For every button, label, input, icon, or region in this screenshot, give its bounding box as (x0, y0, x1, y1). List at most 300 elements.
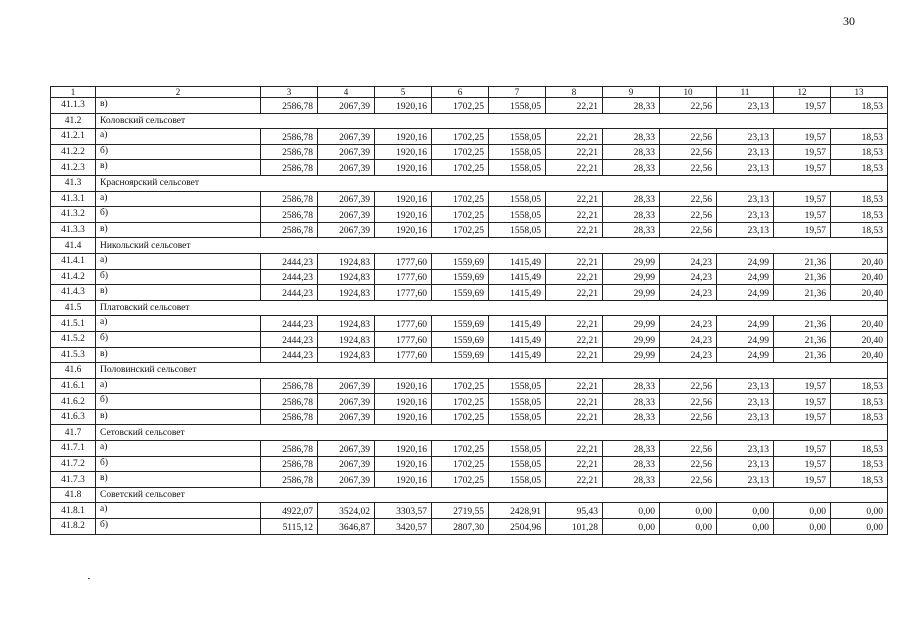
table-row (51, 503, 888, 519)
value-cell: 2586,78 (261, 394, 318, 410)
value-cell: 22,21 (546, 441, 603, 457)
value-cell: 22,21 (546, 222, 603, 238)
value-cell: 29,99 (603, 269, 660, 285)
value-cell: 24,99 (717, 316, 774, 332)
column-number: 4 (318, 87, 375, 98)
column-number: 11 (717, 87, 774, 98)
value-cell: 1920,16 (375, 472, 432, 488)
column-number: 2 (96, 87, 261, 98)
value-cell: 18,53 (831, 456, 888, 472)
value-cell: 24,23 (660, 285, 717, 301)
value-cell: 22,56 (660, 409, 717, 425)
value-cell: 29,99 (603, 253, 660, 269)
value-cell: 19,57 (774, 222, 831, 238)
value-cell: 0,00 (831, 503, 888, 519)
value-cell: 20,40 (831, 347, 888, 363)
value-cell: 18,53 (831, 207, 888, 223)
value-cell: 22,56 (660, 222, 717, 238)
value-cell: 2444,23 (261, 269, 318, 285)
value-cell: 2067,39 (318, 472, 375, 488)
value-cell: 0,00 (831, 519, 888, 535)
row-subitem: б) (96, 269, 261, 285)
value-cell: 18,53 (831, 160, 888, 176)
section-code: 41.8 (51, 487, 96, 503)
value-cell: 2067,39 (318, 409, 375, 425)
value-cell: 1702,25 (432, 441, 489, 457)
value-cell: 1702,25 (432, 191, 489, 207)
row-subitem: б) (96, 207, 261, 223)
table-row (51, 98, 888, 114)
row-code: 41.4.2 (51, 269, 96, 285)
value-cell: 0,00 (717, 503, 774, 519)
value-cell: 23,13 (717, 160, 774, 176)
value-cell: 2586,78 (261, 472, 318, 488)
value-cell: 1777,60 (375, 347, 432, 363)
value-cell: 23,13 (717, 144, 774, 160)
row-subitem: в) (96, 409, 261, 425)
table-row (51, 207, 888, 223)
column-number: 3 (261, 87, 318, 98)
table-row (51, 191, 888, 207)
value-cell: 2586,78 (261, 456, 318, 472)
section-code: 41.5 (51, 300, 96, 316)
value-cell: 1924,83 (318, 347, 375, 363)
value-cell: 1920,16 (375, 441, 432, 457)
table-row (51, 519, 888, 535)
table-row (51, 269, 888, 285)
value-cell: 2444,23 (261, 253, 318, 269)
value-cell: 23,13 (717, 456, 774, 472)
value-cell: 0,00 (660, 503, 717, 519)
value-cell: 24,99 (717, 331, 774, 347)
value-cell: 1558,05 (489, 378, 546, 394)
value-cell: 101,28 (546, 519, 603, 535)
value-cell: 1777,60 (375, 316, 432, 332)
section-row (51, 175, 888, 191)
value-cell: 1558,05 (489, 191, 546, 207)
column-number: 9 (603, 87, 660, 98)
section-row (51, 238, 888, 254)
section-title: Никольский сельсовет (96, 238, 888, 254)
value-cell: 1702,25 (432, 456, 489, 472)
value-cell: 22,21 (546, 394, 603, 410)
value-cell: 18,53 (831, 394, 888, 410)
row-subitem: в) (96, 160, 261, 176)
row-subitem: в) (96, 347, 261, 363)
section-row (51, 425, 888, 441)
value-cell: 28,33 (603, 144, 660, 160)
value-cell: 2586,78 (261, 441, 318, 457)
value-cell: 2586,78 (261, 378, 318, 394)
value-cell: 2586,78 (261, 160, 318, 176)
value-cell: 22,21 (546, 160, 603, 176)
value-cell: 2067,39 (318, 441, 375, 457)
table-row (51, 316, 888, 332)
value-cell: 1415,49 (489, 331, 546, 347)
value-cell: 1702,25 (432, 207, 489, 223)
row-subitem: б) (96, 331, 261, 347)
value-cell: 1558,05 (489, 144, 546, 160)
value-cell: 1558,05 (489, 394, 546, 410)
row-subitem: б) (96, 519, 261, 535)
value-cell: 1920,16 (375, 378, 432, 394)
value-cell: 19,57 (774, 144, 831, 160)
value-cell: 5115,12 (261, 519, 318, 535)
value-cell: 18,53 (831, 144, 888, 160)
value-cell: 1920,16 (375, 98, 432, 114)
column-number: 5 (375, 87, 432, 98)
value-cell: 2586,78 (261, 98, 318, 114)
value-cell: 29,99 (603, 285, 660, 301)
value-cell: 28,33 (603, 394, 660, 410)
table-row (51, 394, 888, 410)
value-cell: 23,13 (717, 129, 774, 145)
row-subitem: б) (96, 144, 261, 160)
value-cell: 0,00 (774, 519, 831, 535)
value-cell: 0,00 (603, 503, 660, 519)
value-cell: 22,21 (546, 98, 603, 114)
section-row (51, 113, 888, 129)
value-cell: 21,36 (774, 316, 831, 332)
row-code: 41.2.2 (51, 144, 96, 160)
value-cell: 0,00 (774, 503, 831, 519)
row-subitem: в) (96, 222, 261, 238)
table-row (51, 456, 888, 472)
value-cell: 1702,25 (432, 472, 489, 488)
value-cell: 22,56 (660, 394, 717, 410)
row-subitem: в) (96, 472, 261, 488)
value-cell: 22,56 (660, 472, 717, 488)
value-cell: 1920,16 (375, 160, 432, 176)
table-body (51, 87, 888, 535)
section-row (51, 300, 888, 316)
value-cell: 21,36 (774, 285, 831, 301)
table-row (51, 441, 888, 457)
column-number: 7 (489, 87, 546, 98)
value-cell: 2586,78 (261, 222, 318, 238)
row-code: 41.6.3 (51, 409, 96, 425)
value-cell: 28,33 (603, 129, 660, 145)
value-cell: 24,99 (717, 285, 774, 301)
value-cell: 1920,16 (375, 207, 432, 223)
value-cell: 1415,49 (489, 316, 546, 332)
value-cell: 1920,16 (375, 222, 432, 238)
value-cell: 28,33 (603, 191, 660, 207)
value-cell: 2067,39 (318, 191, 375, 207)
value-cell: 19,57 (774, 394, 831, 410)
section-title: Половинский сельсовет (96, 363, 888, 379)
value-cell: 28,33 (603, 207, 660, 223)
value-cell: 24,23 (660, 269, 717, 285)
value-cell: 21,36 (774, 331, 831, 347)
row-code: 41.5.1 (51, 316, 96, 332)
table-row (51, 160, 888, 176)
value-cell: 1559,69 (432, 331, 489, 347)
row-code: 41.6.2 (51, 394, 96, 410)
value-cell: 23,13 (717, 394, 774, 410)
value-cell: 2067,39 (318, 207, 375, 223)
row-code: 41.1.3 (51, 98, 96, 114)
row-subitem: а) (96, 253, 261, 269)
value-cell: 1558,05 (489, 472, 546, 488)
value-cell: 2067,39 (318, 144, 375, 160)
value-cell: 18,53 (831, 378, 888, 394)
row-code: 41.8.2 (51, 519, 96, 535)
value-cell: 3303,57 (375, 503, 432, 519)
row-subitem: а) (96, 191, 261, 207)
value-cell: 22,21 (546, 129, 603, 145)
row-code: 41.5.3 (51, 347, 96, 363)
value-cell: 24,99 (717, 253, 774, 269)
section-row (51, 487, 888, 503)
table-row (51, 378, 888, 394)
table-row (51, 472, 888, 488)
value-cell: 18,53 (831, 409, 888, 425)
value-cell: 22,56 (660, 378, 717, 394)
table-row (51, 129, 888, 145)
value-cell: 3524,02 (318, 503, 375, 519)
value-cell: 1559,69 (432, 316, 489, 332)
value-cell: 2504,96 (489, 519, 546, 535)
value-cell: 20,40 (831, 269, 888, 285)
value-cell: 22,21 (546, 285, 603, 301)
value-cell: 1558,05 (489, 441, 546, 457)
section-title: Платовский сельсовет (96, 300, 888, 316)
row-subitem: в) (96, 285, 261, 301)
value-cell: 2067,39 (318, 129, 375, 145)
value-cell: 1920,16 (375, 456, 432, 472)
value-cell: 4922,07 (261, 503, 318, 519)
row-code: 41.7.2 (51, 456, 96, 472)
value-cell: 1702,25 (432, 394, 489, 410)
value-cell: 1559,69 (432, 347, 489, 363)
row-code: 41.2.1 (51, 129, 96, 145)
value-cell: 19,57 (774, 98, 831, 114)
row-code: 41.4.3 (51, 285, 96, 301)
value-cell: 2067,39 (318, 394, 375, 410)
value-cell: 28,33 (603, 441, 660, 457)
table-row (51, 285, 888, 301)
value-cell: 23,13 (717, 409, 774, 425)
value-cell: 1558,05 (489, 129, 546, 145)
value-cell: 22,56 (660, 441, 717, 457)
value-cell: 1702,25 (432, 144, 489, 160)
row-subitem: в) (96, 98, 261, 114)
value-cell: 1558,05 (489, 160, 546, 176)
column-number: 12 (774, 87, 831, 98)
value-cell: 22,21 (546, 253, 603, 269)
value-cell: 18,53 (831, 129, 888, 145)
value-cell: 2067,39 (318, 378, 375, 394)
value-cell: 1415,49 (489, 285, 546, 301)
value-cell: 2586,78 (261, 129, 318, 145)
value-cell: 0,00 (660, 519, 717, 535)
scan-speck (88, 578, 90, 579)
value-cell: 0,00 (717, 519, 774, 535)
row-code: 41.8.1 (51, 503, 96, 519)
header-row (51, 87, 888, 98)
value-cell: 23,13 (717, 98, 774, 114)
value-cell: 19,57 (774, 378, 831, 394)
value-cell: 19,57 (774, 129, 831, 145)
value-cell: 24,23 (660, 316, 717, 332)
value-cell: 22,56 (660, 98, 717, 114)
value-cell: 1920,16 (375, 394, 432, 410)
section-row (51, 363, 888, 379)
value-cell: 2444,23 (261, 347, 318, 363)
value-cell: 19,57 (774, 207, 831, 223)
value-cell: 1558,05 (489, 98, 546, 114)
table-row (51, 331, 888, 347)
value-cell: 22,21 (546, 269, 603, 285)
section-code: 41.3 (51, 175, 96, 191)
table-row (51, 347, 888, 363)
value-cell: 22,21 (546, 191, 603, 207)
value-cell: 1777,60 (375, 269, 432, 285)
value-cell: 21,36 (774, 347, 831, 363)
value-cell: 29,99 (603, 316, 660, 332)
value-cell: 19,57 (774, 456, 831, 472)
value-cell: 1924,83 (318, 316, 375, 332)
value-cell: 28,33 (603, 222, 660, 238)
value-cell: 22,21 (546, 409, 603, 425)
value-cell: 19,57 (774, 472, 831, 488)
value-cell: 28,33 (603, 98, 660, 114)
value-cell: 1924,83 (318, 253, 375, 269)
value-cell: 1558,05 (489, 456, 546, 472)
row-subitem: б) (96, 394, 261, 410)
value-cell: 20,40 (831, 285, 888, 301)
page-number: 30 (843, 14, 855, 28)
value-cell: 19,57 (774, 409, 831, 425)
value-cell: 1777,60 (375, 331, 432, 347)
value-cell: 2428,91 (489, 503, 546, 519)
value-cell: 2067,39 (318, 456, 375, 472)
value-cell: 95,43 (546, 503, 603, 519)
row-code: 41.7.3 (51, 472, 96, 488)
value-cell: 23,13 (717, 378, 774, 394)
value-cell: 1920,16 (375, 191, 432, 207)
value-cell: 20,40 (831, 316, 888, 332)
value-cell: 23,13 (717, 441, 774, 457)
value-cell: 28,33 (603, 378, 660, 394)
column-number: 10 (660, 87, 717, 98)
row-subitem: б) (96, 456, 261, 472)
value-cell: 1415,49 (489, 253, 546, 269)
value-cell: 19,57 (774, 160, 831, 176)
row-subitem: а) (96, 316, 261, 332)
row-code: 41.3.2 (51, 207, 96, 223)
value-cell: 1924,83 (318, 285, 375, 301)
value-cell: 29,99 (603, 331, 660, 347)
value-cell: 24,23 (660, 331, 717, 347)
section-title: Советский сельсовет (96, 487, 888, 503)
value-cell: 1702,25 (432, 160, 489, 176)
value-cell: 1559,69 (432, 269, 489, 285)
value-cell: 1415,49 (489, 347, 546, 363)
value-cell: 1559,69 (432, 253, 489, 269)
row-code: 41.5.2 (51, 331, 96, 347)
row-code: 41.4.1 (51, 253, 96, 269)
value-cell: 23,13 (717, 191, 774, 207)
value-cell: 18,53 (831, 472, 888, 488)
section-code: 41.2 (51, 113, 96, 129)
section-title: Коловский сельсовет (96, 113, 888, 129)
tariff-table (50, 86, 888, 535)
value-cell: 22,56 (660, 160, 717, 176)
value-cell: 28,33 (603, 409, 660, 425)
value-cell: 1702,25 (432, 222, 489, 238)
value-cell: 1924,83 (318, 331, 375, 347)
value-cell: 22,56 (660, 456, 717, 472)
value-cell: 2444,23 (261, 316, 318, 332)
value-cell: 2067,39 (318, 160, 375, 176)
value-cell: 22,21 (546, 144, 603, 160)
value-cell: 1924,83 (318, 269, 375, 285)
value-cell: 1558,05 (489, 222, 546, 238)
value-cell: 22,56 (660, 144, 717, 160)
value-cell: 1702,25 (432, 98, 489, 114)
value-cell: 23,13 (717, 207, 774, 223)
row-code: 41.7.1 (51, 441, 96, 457)
row-code: 41.2.3 (51, 160, 96, 176)
value-cell: 1920,16 (375, 144, 432, 160)
value-cell: 20,40 (831, 331, 888, 347)
value-cell: 18,53 (831, 98, 888, 114)
value-cell: 2067,39 (318, 222, 375, 238)
value-cell: 0,00 (603, 519, 660, 535)
row-code: 41.6.1 (51, 378, 96, 394)
value-cell: 29,99 (603, 347, 660, 363)
value-cell: 2586,78 (261, 409, 318, 425)
value-cell: 18,53 (831, 441, 888, 457)
value-cell: 2067,39 (318, 98, 375, 114)
section-title: Сетовский сельсовет (96, 425, 888, 441)
value-cell: 1558,05 (489, 207, 546, 223)
value-cell: 3420,57 (375, 519, 432, 535)
value-cell: 18,53 (831, 191, 888, 207)
section-code: 41.7 (51, 425, 96, 441)
value-cell: 22,21 (546, 472, 603, 488)
value-cell: 1558,05 (489, 409, 546, 425)
value-cell: 22,21 (546, 347, 603, 363)
value-cell: 24,99 (717, 269, 774, 285)
section-code: 41.4 (51, 238, 96, 254)
value-cell: 1415,49 (489, 269, 546, 285)
value-cell: 3646,87 (318, 519, 375, 535)
value-cell: 21,36 (774, 269, 831, 285)
section-code: 41.6 (51, 363, 96, 379)
value-cell: 2586,78 (261, 191, 318, 207)
section-title: Красноярский сельсовет (96, 175, 888, 191)
value-cell: 2444,23 (261, 331, 318, 347)
value-cell: 1920,16 (375, 409, 432, 425)
value-cell: 2719,55 (432, 503, 489, 519)
value-cell: 22,21 (546, 331, 603, 347)
table-row (51, 409, 888, 425)
value-cell: 22,21 (546, 378, 603, 394)
value-cell: 24,23 (660, 347, 717, 363)
value-cell: 1920,16 (375, 129, 432, 145)
value-cell: 23,13 (717, 472, 774, 488)
value-cell: 19,57 (774, 191, 831, 207)
value-cell: 19,57 (774, 441, 831, 457)
value-cell: 1777,60 (375, 285, 432, 301)
value-cell: 20,40 (831, 253, 888, 269)
value-cell: 22,56 (660, 207, 717, 223)
value-cell: 22,56 (660, 129, 717, 145)
value-cell: 28,33 (603, 160, 660, 176)
